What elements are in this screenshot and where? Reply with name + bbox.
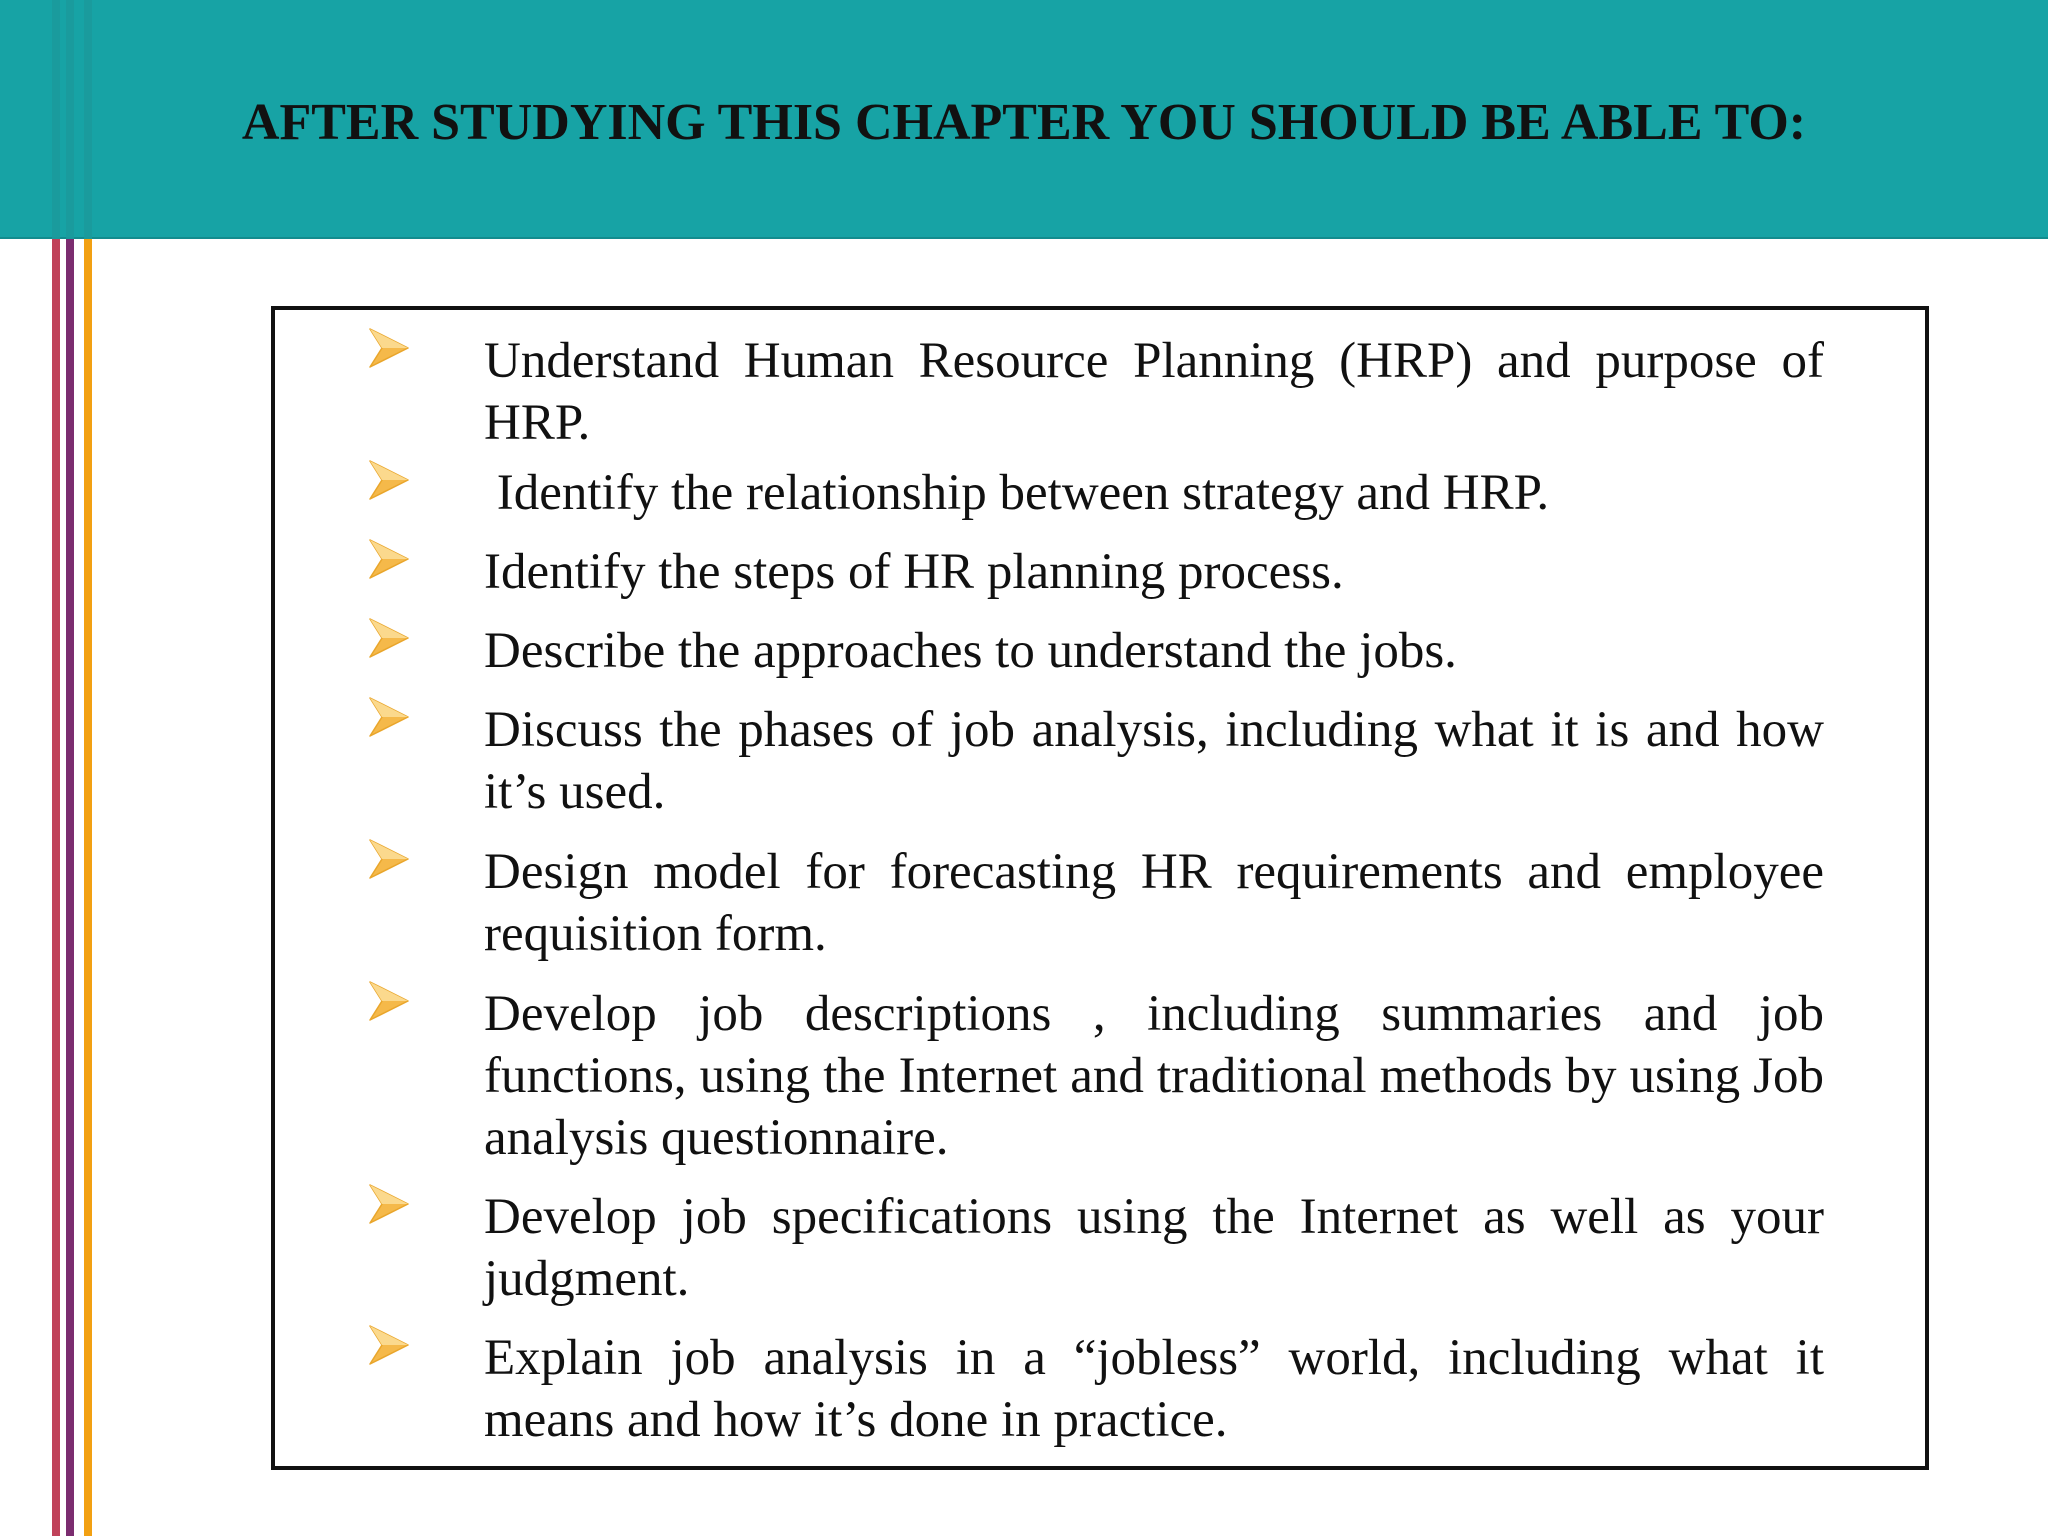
arrowhead-bullet-icon — [367, 458, 411, 502]
arrowhead-bullet-icon — [367, 616, 411, 660]
objective-text: Identify the steps of HR planning process. — [484, 544, 1344, 600]
arrowhead-bullet-icon — [367, 695, 411, 739]
objective-text: Describe the approaches to understand the jobs. — [484, 623, 1457, 679]
objectives-box — [271, 306, 1929, 1470]
arrowhead-bullet-icon — [367, 537, 411, 581]
arrowhead-bullet-icon — [367, 326, 411, 370]
arrowhead-bullet-icon — [367, 1323, 411, 1367]
arrowhead-bullet-icon — [367, 1182, 411, 1226]
objective-text: Develop job descriptions , including summaries and job functions, using the Internet and traditional methods by using Job analysis questionnaire. — [484, 986, 1824, 1166]
header-band — [0, 0, 2048, 239]
objective-text: Understand Human Resource Planning (HRP) and purpose of HRP. — [484, 333, 1824, 451]
objective-text: Explain job analysis in a “jobless” world, including what it means and how it’s done in practice. — [484, 1330, 1824, 1448]
objective-text: Develop job specifications using the Internet as well as your judgment. — [484, 1189, 1824, 1307]
objective-text: Design model for forecasting HR requirements and employee requisition form. — [484, 844, 1824, 962]
objective-text: Identify the relationship between strategy and HRP. — [484, 465, 1550, 521]
arrowhead-bullet-icon — [367, 837, 411, 881]
slide-title: AFTER STUDYING THIS CHAPTER YOU SHOULD BE ABLE TO: — [241, 94, 1807, 151]
objective-text: Discuss the phases of job analysis, including what it is and how it’s used. — [484, 702, 1824, 820]
decorative-stripe-overlay — [50, 0, 94, 239]
arrowhead-bullet-icon — [367, 979, 411, 1023]
